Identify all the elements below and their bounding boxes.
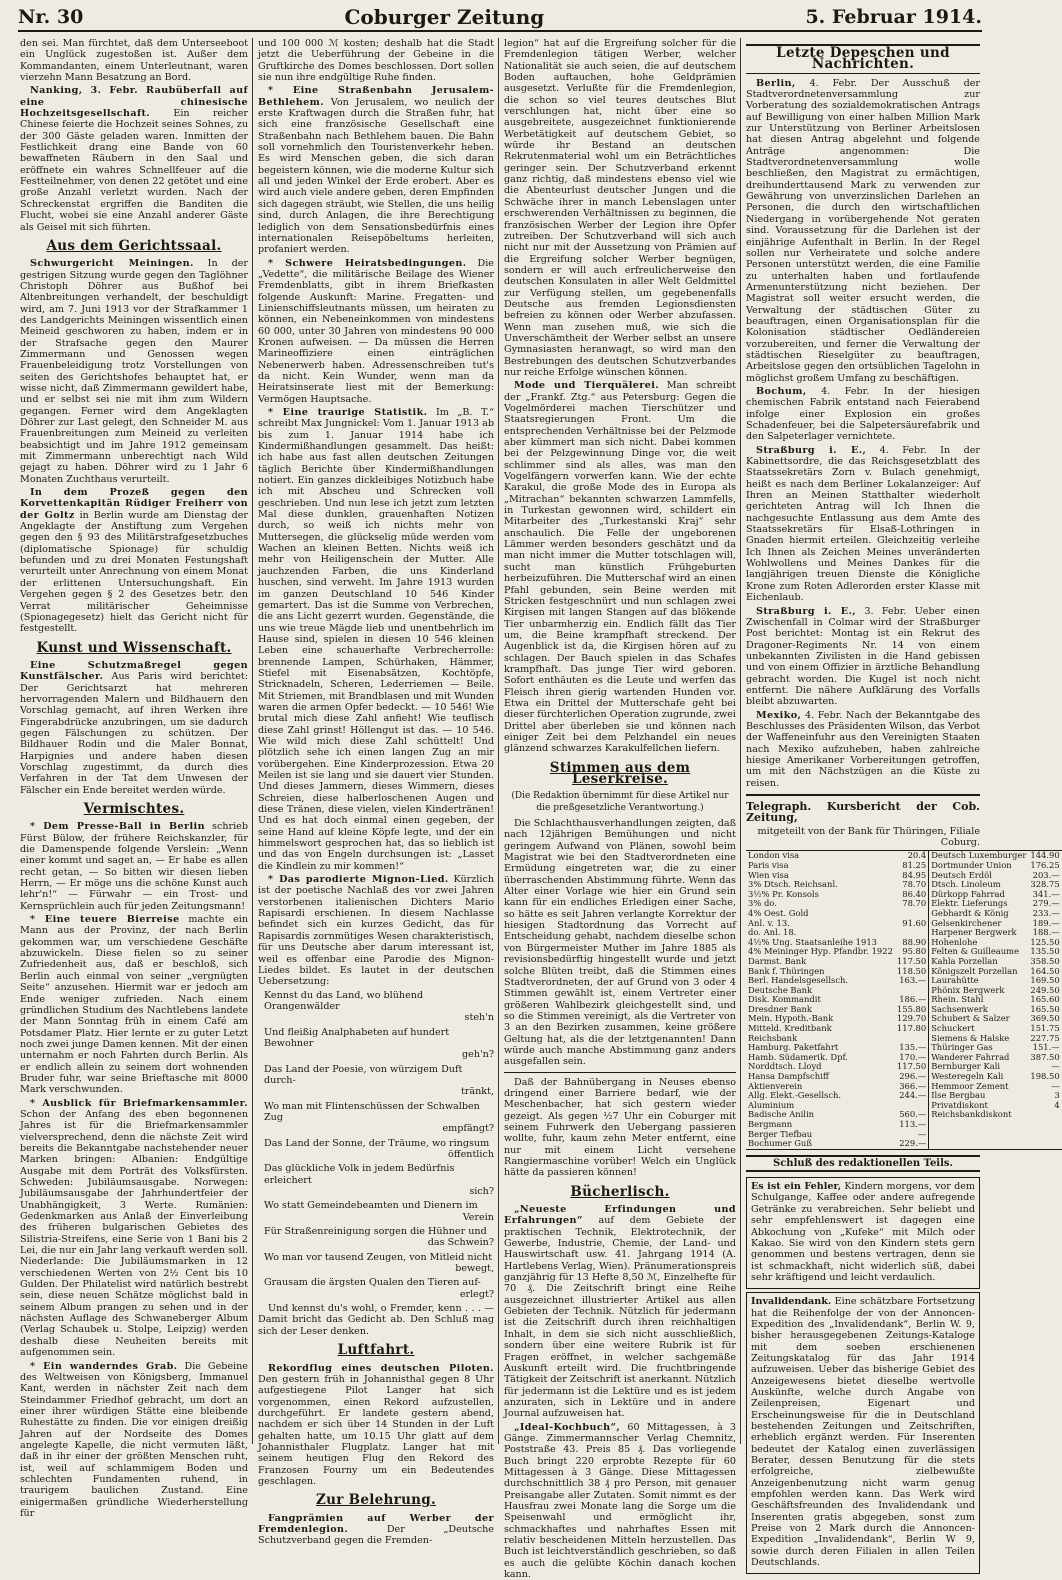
security-price: 151.— (1032, 1042, 1060, 1053)
security-price: 165.60 (1030, 994, 1060, 1005)
security-price: 95.80 (895, 947, 929, 957)
article-paragraph (258, 1513, 494, 1547)
advertisement-invalidendank (746, 1292, 980, 1574)
divider (746, 794, 980, 796)
article-text: Ein reicher Chinese feierte die Hochzeit seines Sohnes, zu der 300 Gäste geladen waren. Inmitten der Festlichkeit drang eine Bande von 60 bewaffneten Räubern in den Saal und eröffnete ein wahres Schnellfeuer auf die Festteilnehmer, von denen 22 getötet und eine große Anzahl verletzt wurden. Nach der Schreckenstat ergriffen die Banditen die Flucht, wobei sie eine Anzahl anderer Gäste als Geisel mit sich führten. (20, 108, 248, 233)
security-name: Bernburger Kali (931, 1061, 1001, 1072)
column-rule (252, 38, 253, 1444)
security-name: Mitteld. Kreditbank (748, 1023, 832, 1034)
security-name: Aluminium (748, 1099, 795, 1110)
security-name: Disk. Kommandit (748, 994, 821, 1005)
security-price: 189.— (1032, 917, 1060, 928)
article-lead: Berlin, (756, 77, 796, 89)
article-lead: Rekordflug eines deutschen Piloten. (268, 1362, 494, 1374)
poem-stanza (264, 1027, 494, 1061)
security-price: 151.75 (1030, 1023, 1060, 1034)
article-lead: * Eine teuere Bierreise (30, 914, 180, 926)
security-price: 328.75 (1030, 879, 1060, 890)
security-name: Berger Tiefbau (748, 1128, 813, 1139)
poem-line: Das glückliche Volk in jedem Bedürfnis erleichert (264, 1163, 455, 1186)
article-text: 60 Mittagessen, à 3 Gänge. Zimmermannscher Verlag Chemnitz, Poststraße 43. Preis 85 ₰. Das vorliegende Buch bringt 220 erprobte Rezepte für 60 Mittagessen à 3 Gänge. Diese Mittagessen durchschnittlich 38 ₰ pro Person, mit genauer Preisangabe aller Zutaten. Somit nimmt es der Hausfrau zwei Monate lang die Sorge um die Speisenwahl und ermöglicht ihr, schmackhaftes und nahrhaftes Essen mit relativ bescheidenen Mitteln herzustellen. Das Buch ist leichtverständlich geschrieben, so daß es auch die gelübte Köchin danach kochen kann. (504, 1421, 736, 1580)
stock-row (746, 1139, 1062, 1149)
security-price: 135.50 (1030, 946, 1060, 957)
security-name: Elektr. Lieferungs (931, 898, 1008, 909)
advertisement-kufeke (746, 1177, 980, 1289)
article-lead: „Neueste Erfindungen und Erfahrungen“ (504, 1204, 736, 1227)
security-price: 135.— (895, 1043, 929, 1053)
article-paragraph (258, 1363, 494, 1488)
poem-stanza (264, 1252, 494, 1275)
article-paragraph: Und kennst du's wohl, o Fremder, kenn . . . — Damit bricht das Gedicht ab. Den Schluß mag sich der Leser denken. (258, 1303, 494, 1337)
article-text: Die „Vedette“, die militärische Beilage des Wiener Fremdenblatts, gibt in ihrem Briefkasten folgende Auskunft: Marine. Fregatten- und Linienschiffsleutnants müssen, um heiraten zu können, ein Nebeneinkommen von mindestens 60 000, unter 30 Jahren von mindestens 90 000 Kronen aufweisen. — Da müssen die Herren Marineoffiziere einen einträglichen Nebenerwerb haben. Adressenschreiben tut's da nicht. Kein Wunder, wenn man da Heiratsinserate liest mit der Bemerkung: Vermögen Hauptsache. (258, 257, 494, 405)
article-lead: * Das parodierte Mignon-Lied. (268, 874, 449, 886)
security-name (929, 1120, 1029, 1130)
poem-line: Für Straßenreinigung sorgen die Hühner und (264, 1226, 487, 1238)
poem-line: Das Land der Sonne, der Träume, wo ringsum (264, 1137, 490, 1149)
article-paragraph (20, 85, 248, 232)
poem-line: Das Land der Poesie, von würzigem Duft durch- (264, 1063, 463, 1086)
security-price: — (1051, 1061, 1060, 1072)
article-text: 4. Febr. Nach der Bekanntgabe des Beschlusses des Präsidenten Wilson, das Verbot der Waffeneinfuhr aus den Vereinigten Staaten nach Mexiko aufzuheben, haben zahlreiche hiesige Amerikaner Vorbereitungen getroffen, um mit den Nächstzügen an die Küste zu reisen. (746, 709, 980, 789)
newspaper-title: Coburger Zeitung (344, 5, 545, 29)
article-paragraph (258, 85, 494, 255)
article-text: auf dem Gebiete der praktischen Technik, Elektrotechnik, der Gewerbe, Industrie, Chemie, der Land- und Hauswirtschaft usw. 41. Jahrgang 1914 (A. Hartlebens Verlag, Wien). Pränumerationspreis ganzjährig für 13 Hefte 8,50 ℳ, Einzelhefte für 70 ₰. Die Zeitschrift bringt eine Reihe ausgezeichnet illustrierter Artikel aus allen Gebieten der Technik. Nützlich für jedermann ist die Zeitschrift durch ihren reichhaltigen Inhalt, in dem sie sich nicht ausschließlich, sondern über eine weitere Rubrik ist für Fragen eröffnet, in welcher sachgemäße Auskunft erteilt wird. Die fruchtbringende Tätigkeit der Zeitschrift ist anerkannt. Nützlich für jedermann ist die Lektüre und es ist jedem anzuraten, sich in Lektüre und in andere Journal aufzuweisen hat. (504, 1215, 736, 1420)
security-price: 117.50 (895, 1062, 929, 1072)
poem-stanza (264, 1064, 494, 1098)
security-price (1028, 1110, 1061, 1120)
security-price: 341.— (1032, 888, 1060, 899)
ad-text: Kindern morgens, vor dem Schulgange, Kaffee oder andere aufregende Getränke zu verabreichen. Sehr beliebt und sehr empfehlenswert ist dagegen eine Abkochung von „Kufeke“ mit Milch oder Kakao. Sie wird von den Kindern stets gern genommen und bestens vertragen, denn sie ist schmackhaft, nicht widerlich süß, dabei sehr kräftigend und leicht verdaulich. (751, 1181, 975, 1283)
article-lead: Mexiko, (756, 709, 802, 721)
security-price: 358.50 (1030, 955, 1060, 966)
section-heading-gerichtssaal: Aus dem Gerichtssaal. (46, 237, 222, 254)
article-paragraph: den sei. Man fürchtet, daß dem Unterseeboot ein Unglück zugestoßen ist. Außer dem Kommandanten, einem Unterleutnant, waren vierzehn Mann Besatzung an Bord. (20, 38, 248, 84)
security-name (929, 1130, 1029, 1140)
article-paragraph: Die Schlachthausverhandlungen zeigten, daß nach 12jährigen Bemühungen und nicht geringem Aufwand von Plänen, sowohl beim Magistrat wie bei den Stadtverordneten eine Ermüdung eingetreten war, die zu einer überraschenden Abstimmung führte. Wenn das Alter einer Vorlage wie hier ein Grund sein kann für ein endliches Erledigen einer Sache, so hätte es seit Jahren verlangte Korrektur der hiesigen Stadtordnung das Vorrecht auf Entscheidung gehabt, nachdem dieselbe schon von Bürgermeister Muther im Jahre 1885 als revisionsbedürftig hingestellt wurde und jetzt solche Blüten treibt, daß die Stimmen eines Stadtverordneten, der auf Grund von 3 oder 4 Stimmen gewählt ist, einem Vertreter einer größeren Wahlbezirk gleichgestellt sind, und so die Stimmen vereinigt, als die Vertreter von 3 an den Bezirken zusammen, keine größere Geltung hat, als die der letztgenannten! Dann würde auch manche Abstimmung ganz anders ausgefallen sein. (504, 818, 736, 1068)
article-paragraph (504, 1204, 736, 1420)
article-paragraph (746, 445, 980, 604)
security-price: 229.— (895, 1139, 929, 1149)
security-name: Reichsbankdiskont (931, 1109, 1012, 1120)
article-text: in Berlin wurde am Dienstag der Angeklagte der Anstiftung zum Vergehen gegen den § 93 des Militärstrafgesetzbuches (diplomatische Spionage) für schuldig befunden und zu drei Monaten Festungshaft verurteilt unter Anrechnung von einem Monat der erlittenen Untersuchungshaft. Ein Vergehen gegen § 2 des Gesetzes betr. den Verrat militärischer Geheimnisse (Spionagegesetz) hielt das Gericht nicht für festgestellt. (20, 509, 248, 635)
poem-line-end: tränkt, (460, 1086, 494, 1098)
section-heading-vermischtes: Vermischtes. (83, 801, 185, 817)
security-name: Mein. Hypoth.-Bank (748, 1013, 834, 1024)
security-price: 186.— (895, 995, 929, 1005)
security-name: London visa (748, 850, 800, 861)
article-text: Aus Paris wird berichtet: Der Gerichtsarzt hat mehreren hervorragenden Malern und Bildhauern den Vorschlag gemacht, auf ihren Werken ihre Fingerabdrücke anzubringen, um sie dadurch gegen Fälschungen zu schützen. Der Bildhauer Rodin und die Maler Bonnat, Harpignies und andere haben diesen Vorschlag zugestimmt, da durch dies Verfahren in der Tat dem Unwesen der Fälscher ein Ende bereitet werden würde. (20, 671, 248, 796)
poem-line: Grausam die ärgsten Qualen den Tieren auf- (264, 1277, 481, 1289)
article-lead: Straßburg i. E., (756, 605, 856, 617)
security-price: 369.50 (1030, 1013, 1060, 1024)
security-name: Schubert & Salzer (931, 1013, 1010, 1024)
security-name: Hansa Dampfschiff (748, 1071, 829, 1082)
security-price: — (895, 1130, 929, 1140)
poem-line-end: das Schwein? (427, 1237, 494, 1249)
security-price: 165.50 (1030, 1003, 1060, 1014)
security-name: Königszelt Porzellan (931, 965, 1018, 976)
article-paragraph: Daß der Bahnübergang in Neuses ebenso dringend einer Barriere bedarf, wie der Meschenbacher, hat sich gestern wieder gezeigt. Als gegen ½7 Uhr ein Coburger mit seinem Fuhrwerk den Uebergang passieren wollte, fuhr, kaum zehn Meter entfernt, eine nur mit einem Licht versehene Rangiermaschine vorüber! Welch ein Unglück hätte da passieren können! (504, 1076, 736, 1179)
security-name: Wanderer Fahrrad (931, 1051, 1010, 1062)
security-price: 118.50 (895, 967, 929, 977)
article-text: 4. Febr. In der Kabinettsordre, die das Reichsgesetzblatt des Staatssekretärs Zorn v. Bulach genehmigt, heißt es nach dem Berliner Lokalanzeiger: Auf Ihren an Meinen Statthalter wiederholt gerichteten Antrag will Ich Ihnen die nachgesuchte Entlassung aus dem Amte des Staatssekretärs für Elsaß-Lothringen in Gnaden hiermit erteilen. Gleichzeitig verleihe Ich Ihnen als Zeichen Meines unveränderten Wohlwollens und Meines Dankes für die langjährigen treuen Dienste die Königliche Krone zum Roten Adlerorden erster Klasse mit Eichenlaub. (746, 444, 980, 604)
article-text: Der „Deutsche Schutzverband gegen die Fremden- (258, 1523, 494, 1547)
article-lead: „Ideal-Kochbuch“, (514, 1421, 621, 1433)
security-price: 249.50 (1030, 984, 1060, 995)
security-name: Aktienverein (748, 1080, 803, 1091)
issue-date: 5. Februar 1914. (805, 6, 982, 28)
security-name: 4% Oest. Gold (748, 907, 809, 918)
security-price: 176.25 (1030, 859, 1060, 870)
security-name: Ilse Bergbau (931, 1090, 986, 1101)
article-lead: * Ein wanderndes Grab. (30, 1360, 178, 1372)
security-price: 244.— (895, 1091, 929, 1101)
security-name: Paris visa (748, 859, 789, 870)
security-name: Bochumer Guß (748, 1138, 812, 1149)
security-price: 88.90 (895, 938, 929, 948)
article-text: 3. Febr. Ueber einen Zwischenfall in Colmar wird der Straßburger Post berichtet: Montag ist ein Rekrut des Dragoner-Regiments Nr. 14 von einem unbekannten Zivilisten in die Hand gebissen und von einem Offizier in ärztliche Behandlung gebracht worden. Die Kugel ist noch nicht entfernt. Die nähere Aufklärung des Vorfalls bleibt abzuwarten. (746, 605, 980, 708)
security-name (929, 1139, 1029, 1149)
article-lead: Nanking, 3. Febr. Raubüberfall auf eine chinesische Hochzeitsgesellschaft. (20, 85, 248, 120)
security-name: 4% Meininger Hyp. Pfandbr. 1922 (748, 946, 893, 957)
security-name: Dresdner Bank (748, 1003, 812, 1014)
poem-line-end: sich? (469, 1186, 494, 1198)
ad-text: Eine schätzbare Fortsetzung hat die Reihenfolge der von der Annoncen-Expedition des „Invalidendank“, Berlin W. 9, bisher herausgegebenen Zeitungs-Kataloge mit dem soeben erschienenen Zeitungskatalog für das Jahr 1914 aufzuweisen. Ueber das bisherige Gebiet des Anzeigewesens bietet dieselbe wertvolle Auskünfte, welche durch Angabe von Zeilenpreisen, Eigenart und Erscheinungsweise für die in Deutschland bestehenden Zeitungen und Zeitschriften, erheblich ergänzt werden. Für Inserenten bedeutet der Katalog einen zuverlässigen Berater, dessen Benutzung für die stets erfolgreiche, zielbewußte Anzeigenbenutzung nicht warm genug empfohlen werden kann. Das Werk wird Geschäftsfreunden des Invalidendank und Inserenten gratis abgegeben, sonst zum Preise von 2 Mark durch die Annoncen-Expedition „Invalidendank“, Berlin W 9, sowie durch deren Filialen in allen Teilen Deutschlands. (751, 1296, 975, 1569)
poem (258, 990, 494, 1301)
security-price: 84.95 (895, 871, 929, 881)
security-price (1028, 1120, 1061, 1130)
article-text: machte ein Mann aus der Provinz, der nach Berlin gekommen war, um verschiedene Geschäfte abzuwickeln. Diese fielen so zu seiner Zufriedenheit aus, daß er beschloß, sich Berlin auch einmal von seiner „vergnügten Seite“ anzusehen. Hiermit war er jedoch am Ende weniger zufrieden. Nach einem gründlichen Studium des Nachtlebens landete der Mann Sonntag früh in einem Café am Potsdamer Platz. Hier lernte er zu guter Letzt noch zwei junge Damen kennen. Mit der einen unternahm er noch Fahrten durch Berlin. Als er endlich allein zu seinem dort wohnenden Bruder fuhr, war seine Brieftasche mit 8000 Mark verschwunden. (20, 914, 248, 1096)
article-lead: * Eine traurige Statistik. (268, 407, 428, 418)
security-name: Sachsenwerk (931, 1003, 988, 1014)
poem-stanza (264, 990, 494, 1024)
security-name: Hohenlohe (931, 936, 978, 947)
security-price: 233.— (1032, 907, 1060, 918)
security-price: 203.— (1032, 869, 1060, 880)
security-name: Reichsbank (748, 1032, 798, 1043)
article-paragraph (258, 874, 494, 987)
section-heading-leserkreis: Stimmen aus dem Leserkreise. (549, 759, 691, 787)
section-heading-luftfahrt: Luftfahrt. (337, 1342, 415, 1359)
security-name: Allg. Elekt.-Gesellsch. (748, 1090, 842, 1101)
security-name: Gelsenkirchener (931, 917, 1002, 928)
poem-line: Wo man vor tausend Zeugen, von Mitleid nicht (264, 1251, 493, 1263)
poem-line-end: erlegt? (459, 1288, 494, 1300)
column-1 (20, 38, 248, 1519)
security-name: Schuckert (931, 1023, 975, 1034)
security-price (1028, 1130, 1061, 1140)
article-text: In der gestrigen Sitzung wurde gegen den Taglöhner Christoph Döhrer aus Bußhof bei Altenbreitungen verhandelt, der beschuldigt wird, am 7. Juni 1913 vor der Strafkammer 1 des Landgerichts Meiningen wissentlich einen Meineid geschworen zu haben, indem er in der Strafsache gegen den Maurer Zimmermann und Genossen wegen Frauenbeleidigung trotz Vorstellungen von seiten des Gerichtshofes behauptet hat, er wisse nicht, daß Zimmermann gewildert habe, und er selbst sei nie mit ihm zum Wildern gegangen. Ferner wird dem Angeklagten Döhrer zur Last gelegt, den Schneider M. aus Frauenbreitungen zum Meineid zu verleiten beabsichtigt und im Jahre 1912 gemeinsam mit Zimmermann unberechtigt nach Wild gejagt zu haben. Döhrer wird zu 1 Jahr 6 Monaten Zuchthaus verurteilt. (20, 258, 248, 485)
security-name: Darmst. Bank (748, 955, 807, 966)
article-lead: Bochum, (756, 385, 807, 397)
security-price: 78.70 (895, 880, 929, 890)
ad-lead: Invalidendank. (751, 1296, 832, 1308)
column-rule (740, 38, 741, 1444)
poem-stanza (264, 1163, 494, 1197)
security-price: 170.— (895, 1053, 929, 1063)
article-paragraph (20, 914, 248, 1096)
security-price: 188.— (1032, 927, 1060, 938)
poem-line: Kennst du das Land, wo blühend Orangenwälder (264, 989, 424, 1012)
security-price: 227.75 (1030, 1032, 1060, 1043)
security-name: Dortmunder Union (931, 859, 1012, 870)
article-text: 4. Febr. Der Ausschuß der Stadtverordnetenversammlung zur Vorberatung des sozialdemokratischen Antrags auf Bewilligung von einer halben Million Mark zur Unterstützung von Berliner Arbeitslosen hat diesen Antrag abgelehnt und folgende Anträge angenommen: Die Stadtverordnetenversammlung wolle beschließen, den Magistrat zu ermächtigen, dreihunderttausend Mark zu verwenden zur Gewährung von unverzinslichen Darlehen an Personen, die durch den wirtschaftlichen Niedergang in vorübergehende Not geraten sind. Voraussetzung für die Darlehen ist der einjährige Aufenthalt in Berlin. In der Regel sollen nur Verheiratete und solche andere Personen unterstützt werden, die eine Familie zu unterhalten haben und fortlaufende Armenunterstützung nicht beziehen. Der Magistrat soll weiter ersucht werden, die Verwaltung der städtischen Güter zu beauftragen, einen Organisationsplan für die Kolonisation städtischer Oedländereien vorzubereiten, und ferner die Verwaltung der städtischen Rieselgüter zu beauftragen, Arbeitslose gegen den ortsüblichen Tagelohn in möglichst großem Umfang zu beschäftigen. (746, 77, 980, 384)
article-paragraph (746, 606, 980, 708)
security-name: Laurahütte (931, 975, 979, 986)
security-name: Hemmoor Zement (931, 1080, 1009, 1091)
ad-lead: Es ist ein Fehler, (751, 1181, 842, 1193)
article-paragraph (258, 407, 494, 872)
security-price: 3 (1054, 1090, 1060, 1101)
editorial-end-notice: Schluß des redaktionellen Teils. (746, 1155, 980, 1172)
security-name: Deutsch Luxemburger (931, 850, 1027, 861)
security-price: 4 (1054, 1099, 1060, 1110)
article-lead: * Schwere Heiratsbedingungen. (268, 257, 467, 269)
article-paragraph (20, 258, 248, 485)
article-paragraph (746, 710, 980, 789)
divider (504, 1072, 736, 1073)
stock-report-subtitle: mitgeteilt von der Bank für Thüringen, Filiale Coburg. (757, 825, 980, 849)
security-price (1028, 1139, 1061, 1149)
security-price: 86.40 (895, 890, 929, 900)
article-lead: * Ausblick für Briefmarkensammler. (30, 1097, 248, 1109)
poem-line: Wo man mit Flintenschüssen der Schwalben Zug (264, 1100, 480, 1123)
security-name: Berl. Handelsgesellsch. (748, 975, 849, 986)
article-paragraph (20, 1098, 248, 1359)
security-price: — (1051, 1080, 1060, 1091)
article-paragraph: legion“ hat auf die Ergreifung solcher für die Fremdenlegion tätigen Werber, welcher Nationalität sie auch seien, die auf deutschem Boden auftauchen, hohe Geldprämien ausgesetzt. Verlußte für die Fremdenlegion, die schon so viel teures deutsches Blut verschlungen hat, nicht über eine so ausgebreitete, ausgezeichnet funktionierende Werbetätigkeit auf deutschem Gebiet, so würde ihr Bestand an deutschen Rekrutenmaterial wohl um ein Beträchtliches geringer sein. Der Schutzverband erkennt ganz richtig, daß mindestens ebenso viel wie die Abenteurlust deutscher Jungen und die Schwäche ihrer in manch Lebenslagen unter erschwerenden Verhältnissen zu beginnen, die französischen Werber der Legion ihre Opfer zutreiben. Der Schutzverband will sich auch nicht nur mit der Aussetzung von Prämien auf die Ergreifung solcher Werber begnügen, sondern er will auch erfreulicherweise den deutschen Konsulaten in aller Welt Geldmittel zur Verfügung stellen, um gegebenenfalls Deutsche aus fremden Legionsdiensten befreien zu können oder Werber abzufassen. Wenn man zusehen muß, wie sich die Unverschämtheit der Werber selbst an unsere Gymnasiasten heranwagt, so wird man den Bestrebungen des deutschen Schutzverbandes nur reiche Erfolge wünschen können. (504, 38, 736, 378)
article-text: 4. Febr. In der hiesigen chemischen Fabrik entstand nach Feierabend infolge einer Explosion ein großes Schadenfeuer, bei die Salpetersäurefabrik und den Salpeterlager vernichtete. (746, 385, 980, 443)
security-name: Thüringer Gas (931, 1042, 993, 1053)
section-heading-kunst: Kunst und Wissenschaft. (36, 639, 232, 656)
poem-line-end: bewegt, (455, 1263, 494, 1275)
article-paragraph (20, 821, 248, 912)
article-lead: Mode und Tierquälerei. (514, 380, 660, 392)
article-lead: * Dem Presse-Ball in Berlin (30, 821, 205, 833)
article-text: schrieb Fürst Bülow, der frühere Reichskanzler, für die Damenspende folgende Verslein: „Wenn einer kommt und saget an, — Er habe es allen recht getan, — So bitten wir diesen lieben Herrn, — Er möge uns die schöne Kunst auch lehr'n!“ — Fürwahr — ein Trost- und Kernsprüchlein auch für jeden Zeitungsmann! (20, 821, 248, 912)
poem-line: Und fleißig Analphabeten auf hundert Bewohner (264, 1026, 450, 1049)
article-text: Im „B. T.“ schreibt Max Jungnickel: Vom 1. Januar 1913 ab bis zum 1. Januar 1914 habe ich Kindermißhandlungen gesammelt. Das heißt: ich habe aus fast allen deutschen Zeitungen täglich Berichte über Kindermißhandlungen notiert. Ein ganzes dickleibiges Notizbuch habe ich mit Abscheu und Schrecken voll geschrieben. Und nun lese ich jetzt zum letzten Mal diese dunklen, grauenhaften Notizen durch, so weiß ich nichts mehr von Muttersegen, die glückselig müde werden vom Wachen an kleinen Betten. Nichts weiß ich mehr von Heiligenschein der Mutter. Alle jauchzenden Farben, die uns Kinderland huschen, sind verweht. Im Jahre 1913 wurden im ganzen Deutschland 10 546 Kinder gemartert. Das ist die Summe von Verbrechen, die ans Licht gezerrt wurden. Gegenstände, die uns wie treue Mägde lieb und unentbehrlich im Hause sind, spielen in diesen 10 546 kleinen Leben eine schauerhafte Verbrecherrolle: brennende Lampen, Schürhaken, Hämmer, Stiefel mit Eisenabsätzen, Kochtöpfe, Stricknadeln, Scheren, Lederriemen — Beile. Mit Striemen, mit Brandblasen und mit Wunden waren die armen Opfer bedeckt. — 10 546! Wie brutal mich diese Zahl anfieht! Wie teuflisch diese Zahl grinst! Höllengut ist das. — 10 546. Wie wild mich diese Zahl schüttelt! Und plötzlich sehe ich einen langen Zug an mir vorübergehen. Eine Kinderprozession. Etwa 20 Meilen ist sie lang und sie dauert vier Stunden. Und dieses Jammern, dieses Wimmern, dieses Schreien, diese halberloschenen Augen und diese Tränen, diese vielen, vielen Kindertränen! Und es hat doch einmal einen gegeben, der seine Hand auf kleine Köpfe legte, und der ein himmelswort gesprochen hat, das so lieblich ist und das von Engeln durchsungen ist: „Lasset die Kindlein zu mir kommen!“ (258, 407, 494, 872)
security-name: Westeregeln Kali (931, 1071, 1004, 1082)
article-paragraph (504, 1422, 736, 1580)
column-3 (504, 38, 736, 1580)
security-name: Privatdiskont (931, 1099, 988, 1110)
security-price: 164.50 (1030, 965, 1060, 976)
security-price: 560.— (895, 1110, 929, 1120)
security-price: 78.70 (895, 899, 929, 909)
poem-stanza (264, 1200, 494, 1223)
article-paragraph (504, 380, 736, 754)
security-name: 3% Dtsch. Reichsanl. (748, 879, 838, 890)
security-name: Wien visa (748, 869, 789, 880)
stock-report-table (746, 850, 1062, 1149)
poem-line-end: öffentlich (448, 1149, 494, 1160)
article-text: Von Jerusalem, wo neulich der erste Kraftwagen durch die Straßen fuhr, hat sich eine französische Gesellschaft eine Straßenbahn nach Bethlehem bauen. Die Bahn soll vornehmlich den Touristenverkehr heben. Es wird Menschen geben, die sich daran begeistern können, wie die moderne Kultur sich all und jeden Winkel der Erde erobert. Aber es wird auch viele andere geben, deren Empfinden sich dagegen sträubt, wie Stellen, die uns heilig sind, durch Anlagen, die ihre Berechtigung lediglich von dem Sensationsbedürfnis eines internationalen Reisepöbeltums herleiten, profaniert werden. (258, 96, 494, 256)
security-price: 144.90 (1030, 850, 1060, 861)
security-price: 163.— (895, 976, 929, 986)
security-price: 387.50 (1030, 1051, 1060, 1062)
article-lead: In dem Prozeß gegen den Korvettenkapitän Rüdiger Freiherr von der Goltz (20, 487, 248, 521)
security-name: Bergmann (748, 1119, 793, 1129)
security-price: 113.— (895, 1120, 929, 1130)
section-subtitle: (Die Redaktion übernimmt für diese Artikel nur die preßgesetzliche Verantwortung.) (511, 791, 729, 813)
poem-stanza (264, 1101, 494, 1135)
article-lead: Straßburg i. E., (756, 444, 867, 456)
article-text: Schon der Anfang des eben begonnenen Jahres ist für die Briefmarkensammler vielversprechend, denn die nächste Zeit wird bereits die Bekanntgabe nachstehender neuer Marken bringen: Albanien: Endgültige Ausgabe mit dem Porträt des Volksfürsten. Schweden: Jubiläumsausgabe. Norwegen: Jubiläumsausgabe der Jahrhundertfeier der Unabhängigkeit, 3 Werte. Rumänien: Gedenkmarken aus Anlaß der Einverleibung des früheren bulgarischen Gebietes des Silistria-Streifens, eine Serie von 1 Bani bis 2 Lei, die nur ein Jahr lang verkauft werden soll. Niederlande: Die Jubiläumsmarken in 12 verschiedenen Werten von 2½ Cent bis 10 Gulden. Der Philatelist wird natürlich bestrebt sein, diese neuen Schätze möglichst bald in seinem Album prangen zu sehen und in der nächsten Auflage des Schwaneberger Album (Verlag Schaubek u. Stolpe, Leipzig) werden deshalb diese Neuheiten bereits mit aufgenommen sein. (20, 1108, 248, 1359)
article-lead: Schwurgericht Meiningen. (30, 258, 194, 270)
column-rule (498, 38, 499, 1444)
poem-line-end: empfängt? (442, 1123, 494, 1135)
article-paragraph (20, 487, 248, 634)
security-price: 129.70 (895, 1014, 929, 1024)
security-name: Hamburg. Paketfahrt (748, 1042, 839, 1053)
security-name: Harpener Bergwerk (931, 927, 1017, 938)
security-name: Kahla Porzellan (931, 955, 998, 966)
poem-stanza (264, 1138, 494, 1161)
issue-number: Nr. 30 (18, 6, 84, 28)
article-paragraph (746, 386, 980, 443)
security-name: Badische Anilin (748, 1109, 815, 1120)
security-name: 4½% Ung. Staatsanleihe 1913 (748, 936, 877, 947)
section-heading-belehrung: Zur Belehrung. (315, 1492, 437, 1509)
security-name: Siemens & Halske (931, 1032, 1010, 1043)
security-price: 91.60 (895, 919, 929, 929)
security-name: 3% do. (748, 898, 777, 909)
security-name: Felten & Guilleaume (931, 946, 1020, 957)
security-price: 366.— (895, 1082, 929, 1092)
security-price: 296.— (895, 1072, 929, 1082)
security-name: Norddtsch. Lloyd (748, 1061, 822, 1072)
security-price: 155.80 (895, 1005, 929, 1015)
security-name: Gebhardt & König (931, 907, 1009, 918)
article-paragraph: und 100 000 ℳ kosten; deshalb hat die Stadt jetzt die Ueberführung der Gebeine in die Gruftkirche des Domes beschlossen. Dort sollen sie nun ihre endgültige Ruhe finden. (258, 38, 494, 84)
security-name: Anl. v. 13. (748, 917, 790, 928)
security-price: 81.25 (895, 861, 929, 871)
article-text: Die Gebeine des Weltweisen von Königsberg, Immanuel Kant, werden in nächster Zeit nach dem Steindammer Friedhof gebracht, um dort an einer ihrer würdigen Stätte eine bleibende Ruhestätte zu finden. Die vor einigen dreißig Jahren auf der Nordseite des Domes angelegte Kapelle, die nicht vermuten läßt, daß in ihr einer der größten Menschen ruht, ist, weil auf schlammigem Boden und schlechten Fundamenten ruhend, in traurigem baulichen Zustand. Eine einigermaßen gründliche Wiederherstellung für (20, 1360, 248, 1519)
article-text: Kürzlich ist der poetische Nachlaß des vor zwei Jahren verstorbenen italienischen Dichters Mario Rapisardi erschienen. In diesem Nachlasse befindet sich ein kurzes Gedicht, das für Rapisardis zornmütiges Wesen charakteristisch, für uns Deutsche aber darum interessant ist, weil es offenbar eine Parodie des Mignon-Liedes bildet. Es lautet in der deutschen Uebersetzung: (258, 874, 494, 988)
stock-report-title: Telegraph. Kursbericht der Cob. Zeitung, (746, 800, 980, 825)
article-text: Man schreibt der „Frankf. Ztg.“ aus Petersburg: Gegen die Vogelmörderei machen Tierschützer und Staatsregierungen Front. Um die entsprechenden Verhältnisse bei der Pelzmode aber kümmert man sich nicht. Dabei kommen bei der Pelzgewinnung Dinge vor, die weit schlimmer sind als alles, was man den Vogelfängern vorwerfen kann. Wie der echte Karakul, die große Mode des in Europa als „Mitrachan“ bekannten schwarzen Lammfells, in Turkestan gewonnen wird, schildert ein Mitarbeiter des „Turkestanski Kraj“ sehr anschaulich. Die Felle der ungeborenen Lämmer werden besonders geschätzt und da man nicht immer die Mutter totschlagen will, sucht man künstlich Frühgeburten herbeizuführen. Die Mutterschaf wird an einen Pfahl gebunden, sein Beine werden mit Stricken festgeschnürt und nun schlagen zwei Kirgisen mit langen Stangen auf das blökende Tier unbarmherzig ein. Endlich fällt das Tier um, die Beine krampfhaft streckend. Der Augenblick ist da, die Kirgisen hören auf zu schlagen. Der Bauch spielen in das Schafes krampfhaft. Das junge Tier wird geboren. Sofort enthäuten es die Leute und werfen das Fleisch ihren gierig wartenden Hunden vor. Etwa ein Drittel der Mutterschafe geht bei dieser fürchterlichen Operation zugrunde, zwei Drittel aber überleben sie und können nach einiger Zeit bei dem Pelzhandel ein neues glänzend schwarzes Karakulfellchen liefern. (504, 380, 736, 755)
section-heading-depeschen: Letzte Depeschen und Nachrichten. (746, 44, 980, 74)
article-paragraph (746, 78, 980, 384)
security-name: Deutsch Erdöl (931, 869, 992, 880)
poem-line-end: steh'n (464, 1012, 494, 1024)
security-price: 169.50 (1030, 975, 1060, 986)
security-price: 117.50 (895, 957, 929, 967)
security-name: Deutsche Bank (748, 984, 813, 995)
article-paragraph (258, 258, 494, 405)
article-lead: Fangprämien auf Werber der Fremdenlegion. (258, 1512, 494, 1535)
security-price: 198.50 (1030, 1071, 1060, 1082)
security-name: Dtsch. Linoleum (931, 879, 1001, 890)
security-name: Hamb. Südamerik. Dpf. (748, 1051, 848, 1062)
security-name: do. Anl. 18. (748, 927, 797, 938)
security-name: Dürkopp Fahrrad (931, 888, 1005, 899)
poem-stanza (264, 1226, 494, 1249)
security-price: 117.80 (895, 1024, 929, 1034)
security-price: 20.4 (895, 851, 929, 861)
article-lead: * Eine Straßenbahn Jerusalem-Bethlehem. (258, 85, 494, 108)
section-heading-buechertisch: Bücherlisch. (570, 1183, 670, 1200)
masthead (18, 4, 982, 32)
security-price: 125.50 (1030, 936, 1060, 947)
poem-line-end: geh'n? (462, 1049, 494, 1061)
article-paragraph (20, 1361, 248, 1520)
security-name: Rhein. Stahl (931, 994, 984, 1005)
security-name: 3½% Pr. Konsols (748, 888, 819, 899)
article-paragraph (20, 660, 248, 796)
article-lead: Eine Schutzmaßregel gegen Kunstfälscher. (20, 659, 248, 683)
security-price: 279.— (1032, 898, 1060, 909)
column-4 (746, 38, 1060, 1569)
poem-line: Wo statt Gemeindebeamten und Dienern im (264, 1200, 478, 1212)
poem-stanza (264, 1277, 494, 1300)
security-name: Phönix Bergwerk (931, 984, 1005, 995)
poem-line-end: Verein (462, 1211, 494, 1223)
column-2 (258, 38, 494, 1547)
security-name: Bank f. Thüringen (748, 965, 825, 976)
article-text: Den gestern früh in Johannisthal gegen 8 Uhr aufgestiegene Pilot Langer hat sich vorgenommen, einen Rekord aufzustellen, durchgeführt. Er landete gestern abend, nachdem er sich über 14 Stunden in der Luft gehalten hatte, um 10.15 Uhr glatt auf dem Johannisthaler Flugplatz. Langer hat mit seinem heutigen Flug den Rekord des Franzosen Fourny um ein Bedeutendes geschlagen. (258, 1373, 494, 1487)
